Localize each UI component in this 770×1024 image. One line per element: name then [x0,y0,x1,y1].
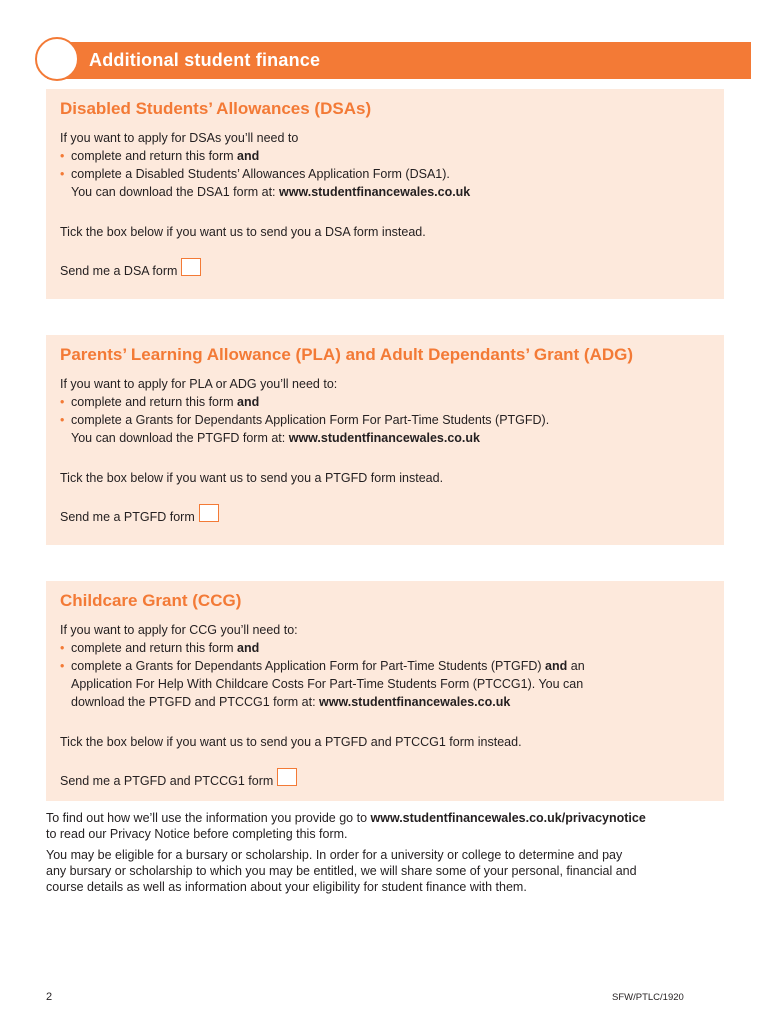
pla-bullet-1-text: complete and return this form [71,395,238,409]
dsa-bullet-1 [60,147,710,165]
dsa-bullet-2 [60,165,710,201]
pla-send-label: Send me a PTGFD form [60,510,195,524]
pla-bullet-1 [60,393,710,411]
bursary-line-3: course details as well as information about your eligibility for student finance with them. [46,880,527,894]
bursary-line-2: any bursary or scholarship to which you may be entitled, we will share some of your personal, financial and [46,864,637,878]
dsa-bullet-2-line-2: You can download the DSA1 form at: [71,185,280,199]
header-circle-icon [35,37,79,81]
pla-adg-section [46,335,724,545]
ccg-intro: If you want to apply for CCG you’ll need to: [60,623,298,637]
pla-bullet-2-line-1: complete a Grants for Dependants Application Form For Part-Time Students (PTGFD). [71,413,550,427]
pla-send-row [60,506,710,524]
bullet-dot-icon: • [60,149,65,163]
ccg-bullet-2-line-3: download the PTGFD and PTCCG1 form at: [71,695,320,709]
dsa-intro: If you want to apply for DSAs you’ll need to [60,131,299,145]
dsa-bullet-1-bold: and [237,149,260,163]
privacy-link[interactable]: www.studentfinancewales.co.uk/privacynotice [370,811,646,825]
dsa-send-row [60,260,710,278]
ccg-bullet-1-text: complete and return this form [71,641,238,655]
privacy-notice [46,810,726,842]
page-title: Additional student finance [89,50,321,70]
ccg-bullet-2-line-2: Application For Help With Childcare Costs For Part-Time Students Form (PTCCG1). You can [71,677,584,691]
pla-tick-instruction: Tick the box below if you want us to send you a PTGFD form instead. [60,471,444,485]
ccg-bullet-2-tail: an [567,659,585,673]
pla-heading: Parents’ Learning Allowance (PLA) and Adult Dependants’ Grant (ADG) [60,345,634,364]
page-number: 2 [46,991,53,1003]
ccg-download-link[interactable]: www.studentfinancewales.co.uk [319,695,511,709]
dsa-bullet-1-text: complete and return this form [71,149,238,163]
bullet-dot-icon: • [60,413,65,427]
bullet-dot-icon: • [60,395,65,409]
ccg-bullet-2-line-1: complete a Grants for Dependants Application Form for Part-Time Students (PTGFD) [71,659,546,673]
ccg-bullet-2 [60,657,710,711]
ptgfd-ptccg1-form-checkbox[interactable] [277,768,297,786]
bullet-dot-icon: • [60,167,65,181]
pla-download-link[interactable]: www.studentfinancewales.co.uk [288,431,480,445]
ccg-bullet-1-bold: and [237,641,260,655]
privacy-text: To find out how we’ll use the information you provide go to [46,811,371,825]
dsa-form-checkbox[interactable] [181,258,201,276]
ccg-heading: Childcare Grant (CCG) [60,591,242,610]
ccg-send-row [60,770,710,788]
ptgfd-form-checkbox[interactable] [199,504,219,522]
pla-intro: If you want to apply for PLA or ADG you’ll need to: [60,377,338,391]
ccg-bullet-2-bold: and [545,659,568,673]
dsa-heading: Disabled Students’ Allowances (DSAs) [60,99,372,118]
bursary-line-1: You may be eligible for a bursary or scholarship. In order for a university or college to determine and pay [46,848,623,862]
dsa-tick-instruction: Tick the box below if you want us to send you a DSA form instead. [60,225,426,239]
dsa-bullet-2-line-1: complete a Disabled Students’ Allowances Application Form (DSA1). [71,167,450,181]
bullet-dot-icon: • [60,641,65,655]
privacy-text-after: to read our Privacy Notice before completing this form. [46,827,348,841]
bullet-dot-icon: • [60,659,65,673]
ccg-section [46,581,724,801]
ccg-send-label: Send me a PTGFD and PTCCG1 form [60,774,274,788]
pla-bullet-1-bold: and [237,395,260,409]
pla-bullet-2-line-2: You can download the PTGFD form at: [71,431,289,445]
dsa-section [46,89,724,299]
ccg-tick-instruction: Tick the box below if you want us to send you a PTGFD and PTCCG1 form instead. [60,735,522,749]
ccg-bullet-1 [60,639,710,657]
dsa-download-link[interactable]: www.studentfinancewales.co.uk [279,185,471,199]
pla-bullet-2 [60,411,710,447]
document-code: SFW/PTLC/1920 [612,992,684,1003]
dsa-send-label: Send me a DSA form [60,264,178,278]
bursary-notice [46,847,726,895]
